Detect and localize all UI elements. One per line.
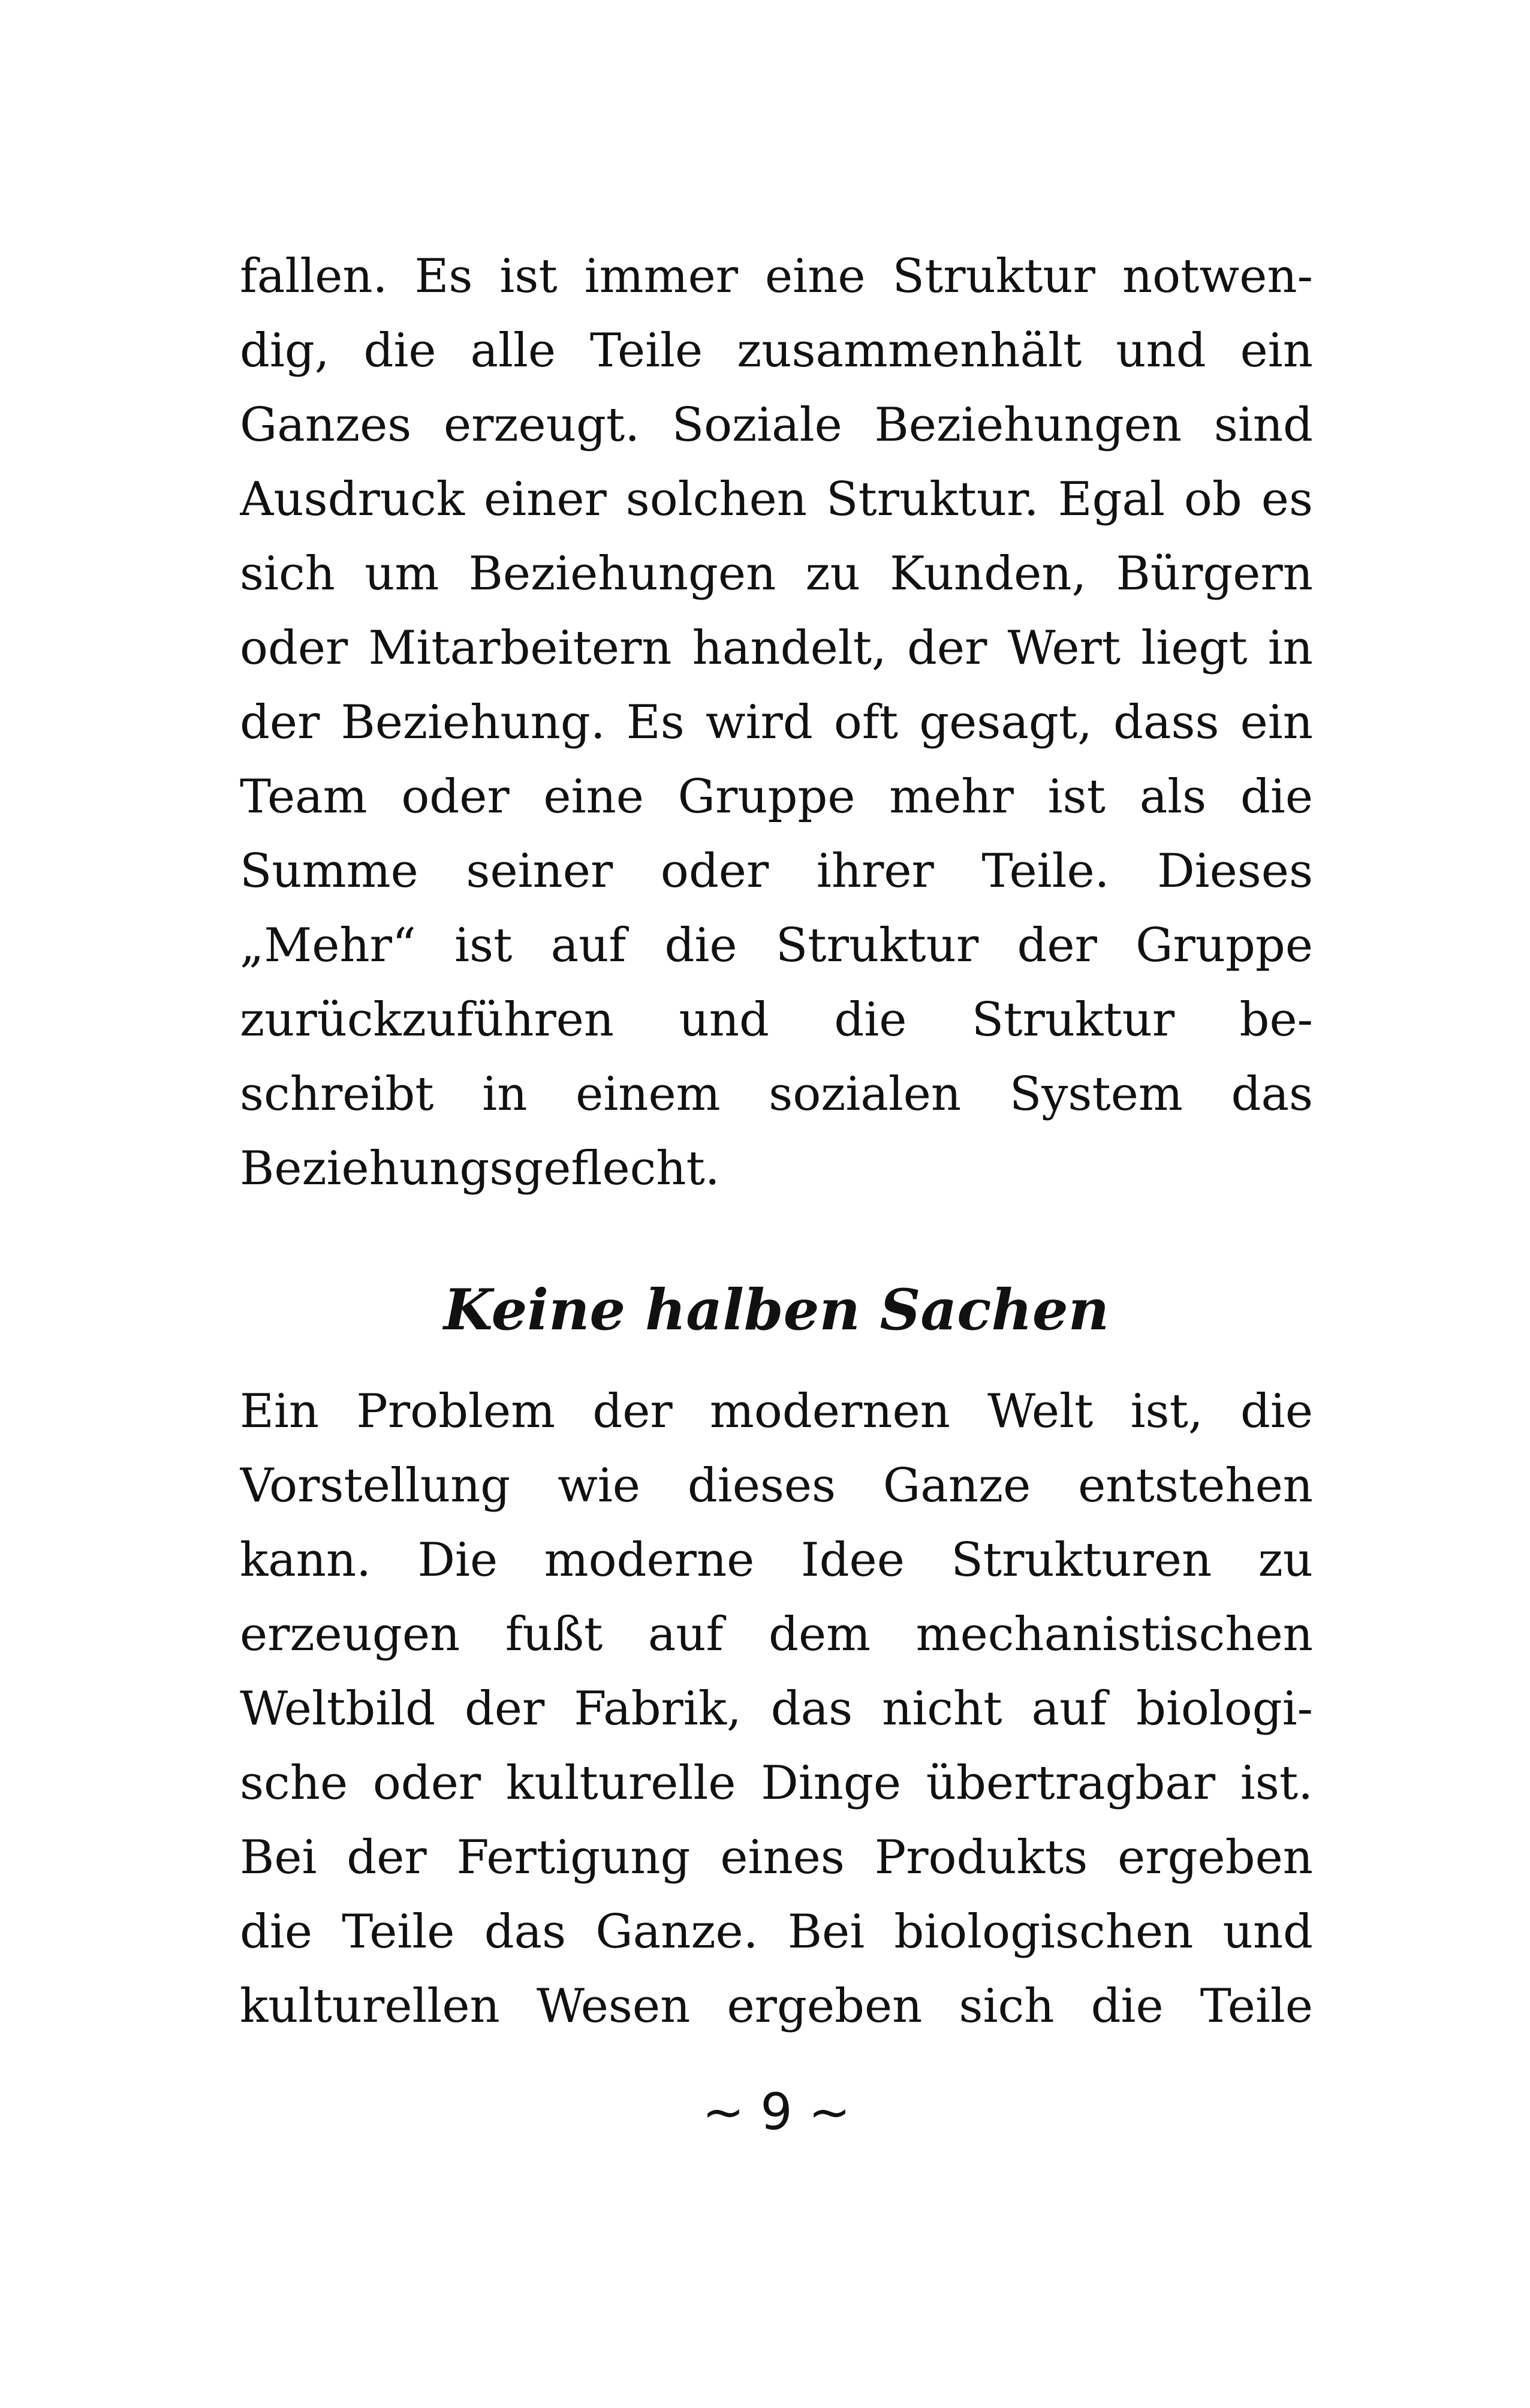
- text-line: dig, die alle Teile zusammenhält und ein: [240, 324, 1313, 378]
- text-line: Beziehungsgeflecht.: [240, 1142, 720, 1196]
- paragraph-structure: [240, 239, 1313, 1206]
- page-number: ~ 9 ~: [702, 2082, 851, 2141]
- text-line: „Mehr“ ist auf die Struktur der Gruppe: [240, 919, 1313, 973]
- text-line: sich um Beziehungen zu Kunden, Bürgern: [240, 547, 1313, 601]
- text-line: schreibt in einem sozialen System das: [240, 1067, 1313, 1121]
- text-line: zurückzuführen und die Struktur be-: [240, 993, 1313, 1047]
- text-line: Team oder eine Gruppe mehr ist als die: [240, 770, 1313, 824]
- text-line: oder Mitarbeitern handelt, der Wert liegt in: [240, 621, 1313, 675]
- text-line: kann. Die moderne Idee Strukturen zu: [240, 1533, 1313, 1587]
- text-line: Ganzes erzeugt. Soziale Beziehungen sind: [240, 398, 1313, 452]
- section-heading: Keine halben Sachen: [443, 1277, 1110, 1343]
- text-line: Weltbild der Fabrik, das nicht auf biologi-: [240, 1682, 1313, 1736]
- text-line: Ausdruck einer solchen Struktur. Egal ob es: [240, 472, 1313, 526]
- text-line: sche oder kulturelle Dinge übertragbar ist.: [240, 1756, 1313, 1810]
- text-line: kulturellen Wesen ergeben sich die Teile: [240, 1979, 1313, 2033]
- text-line: die Teile das Ganze. Bei biologischen und: [240, 1905, 1313, 1959]
- text-line: fallen. Es ist immer eine Struktur notwen-: [240, 249, 1313, 303]
- text-line: erzeugen fußt auf dem mechanistischen: [240, 1608, 1313, 1661]
- text-line: Vorstellung wie dieses Ganze entstehen: [240, 1459, 1313, 1513]
- text-line: Summe seiner oder ihrer Teile. Dieses: [240, 844, 1313, 898]
- paragraph-modern-world: [240, 1374, 1313, 2043]
- text-line: der Beziehung. Es wird oft gesagt, dass ein: [240, 696, 1313, 750]
- text-line: Ein Problem der modernen Welt ist, die: [240, 1384, 1313, 1438]
- text-line: Bei der Fertigung eines Produkts ergeben: [240, 1831, 1313, 1885]
